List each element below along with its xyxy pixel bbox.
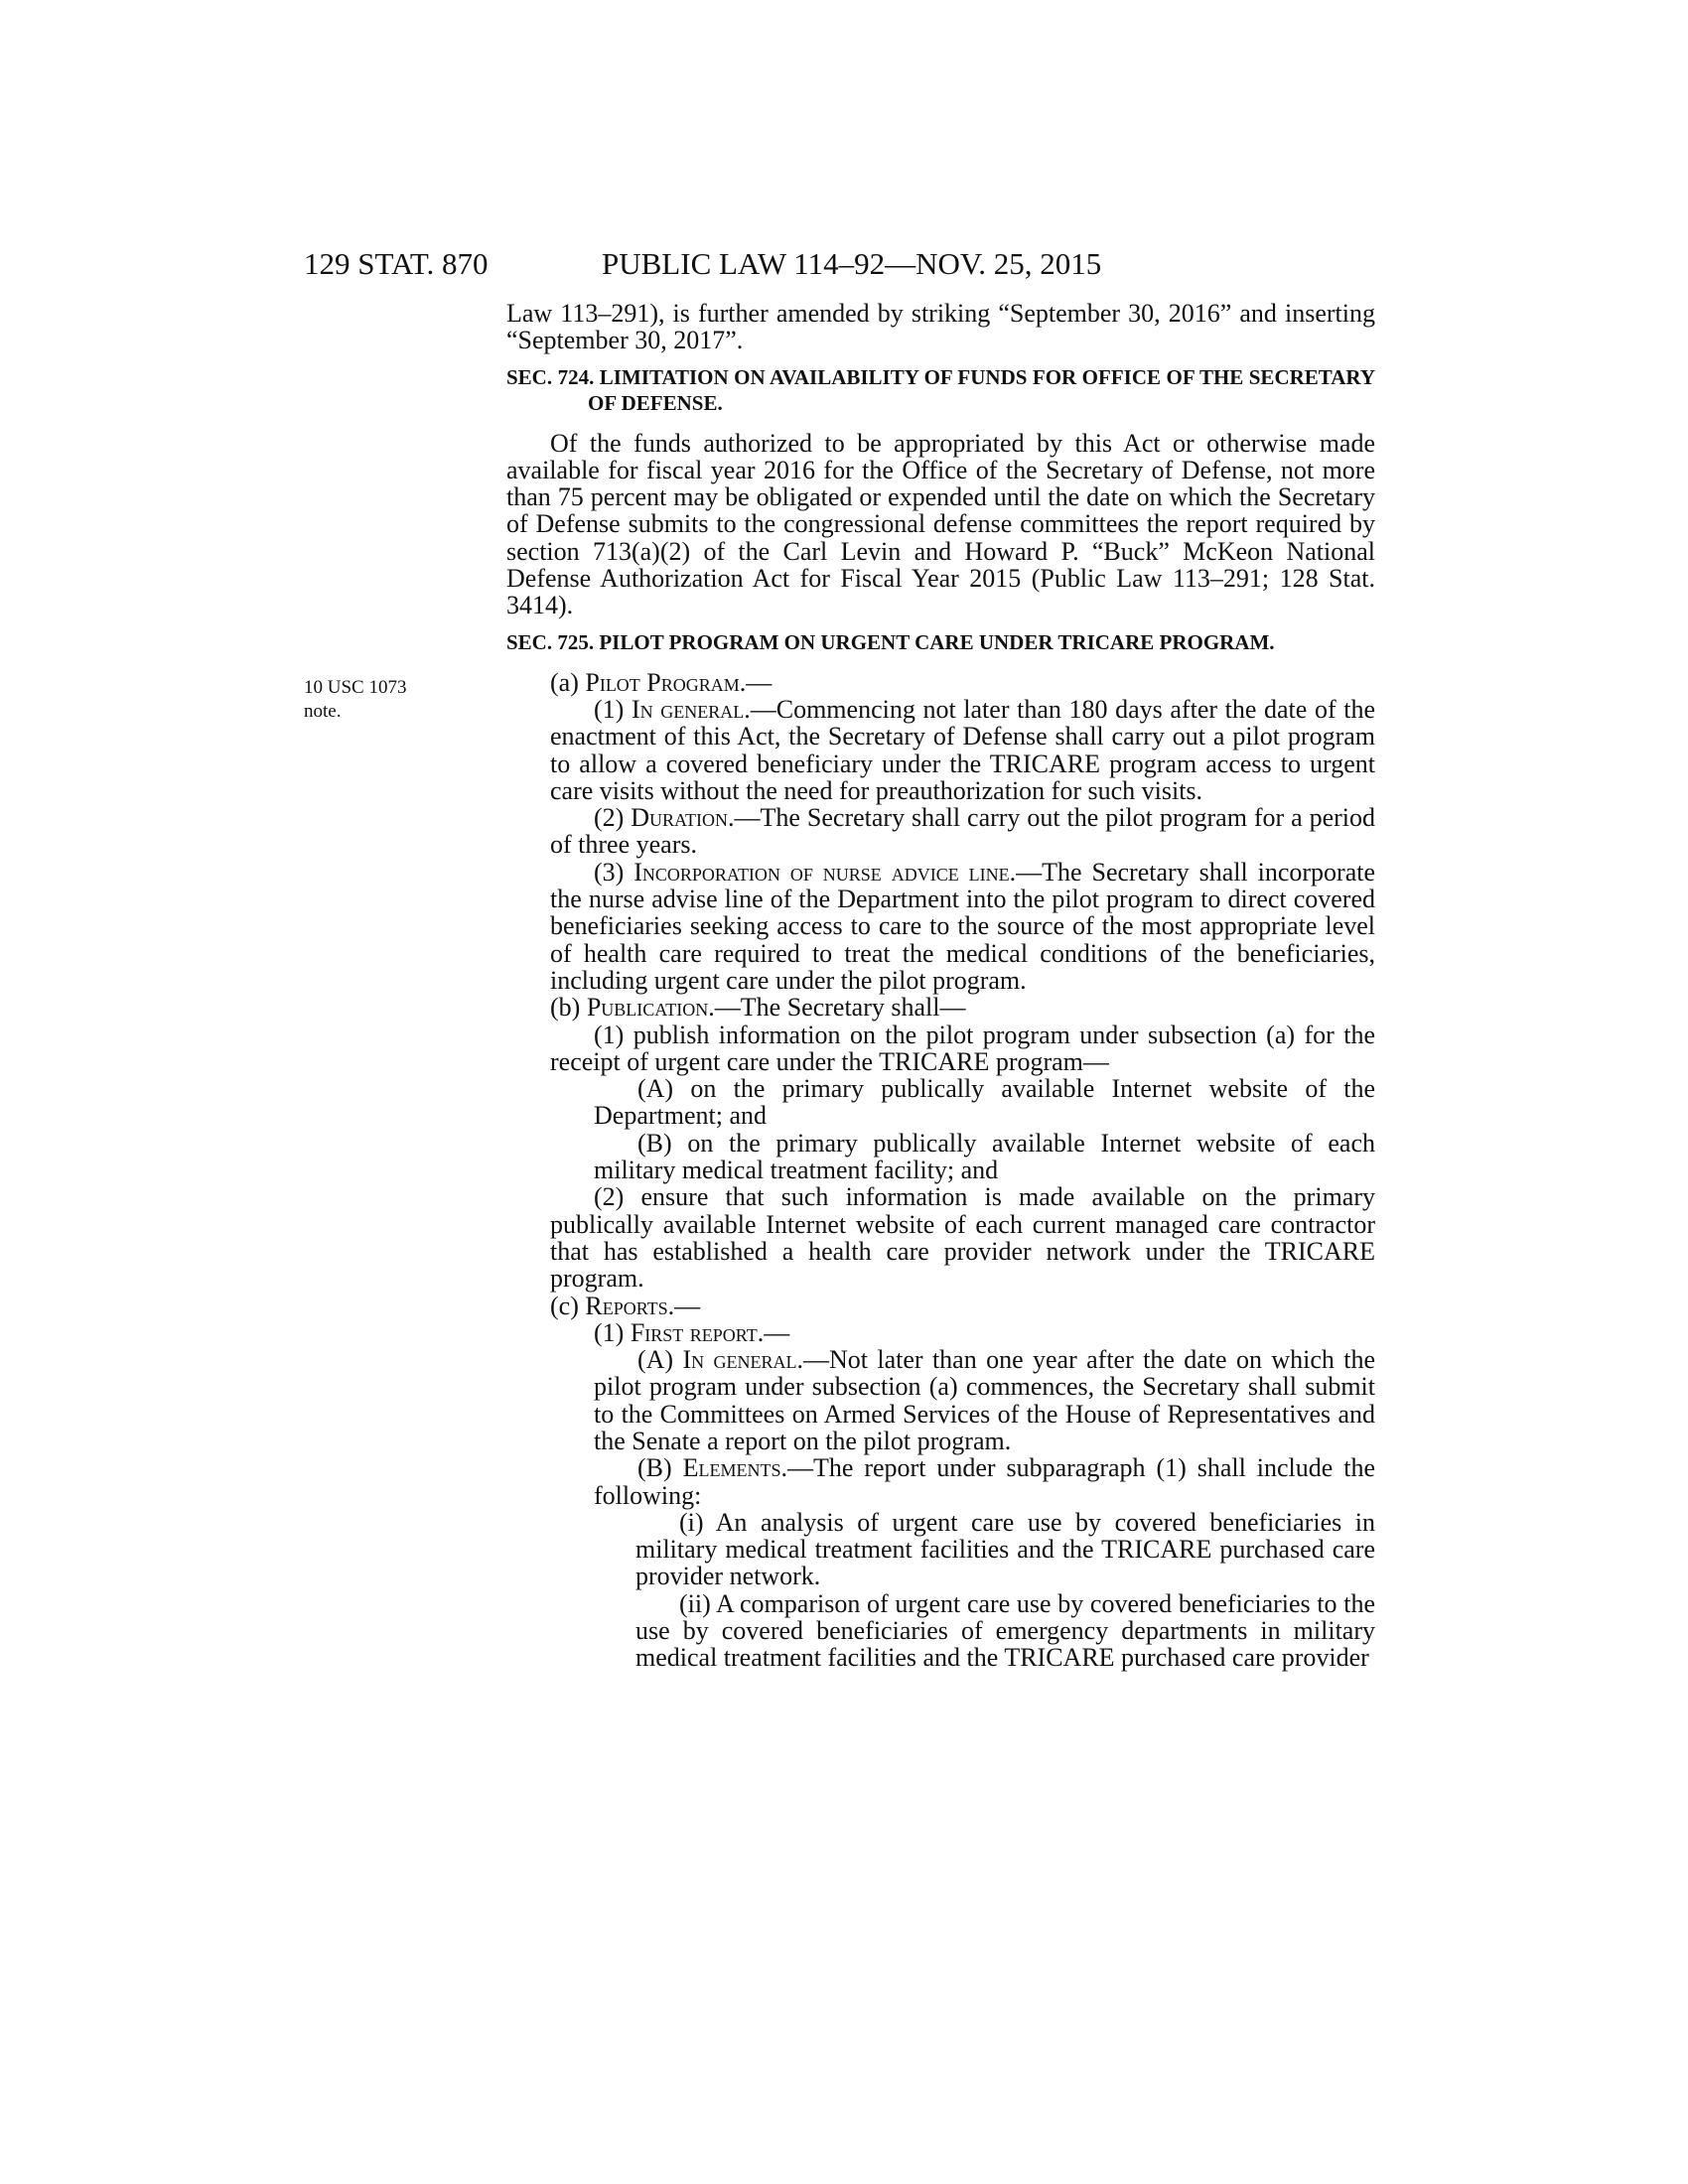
- margin-citation: [304, 676, 463, 724]
- subparagraph-c1A: (A) In general.—Not later than one year after the date on which the pilot program under subsection (a) commences, the Secretary shall submit to the Committees on Armed Services of the House of Representatives and the Senate a report on the pilot program.: [594, 1345, 1376, 1455]
- subsection-b-heading: (b) Publication.—The Secretary shall—: [550, 993, 966, 1023]
- paragraph-a3: (3) Incorporation of nurse advice line.—The Secretary shall incorporate the nurse advise line of the Department into the pilot program to direct covered beneficiaries seeking access to care to the source of the most appropriate level of health care required to treat the medical conditions of the beneficiaries, including urgent care under the pilot program.: [550, 857, 1375, 995]
- continuation-paragraph: Law 113–291), is further amended by striking “September 30, 2016” and inserting “September 30, 2017”.: [506, 299, 1375, 355]
- margin-citation-line2: note.: [304, 701, 342, 722]
- subparagraph-b1A: (A) on the primary publically available Internet website of the Department; and: [594, 1074, 1375, 1131]
- subparagraph-c1B: (B) Elements.—The report under subparagraph (1) shall include the following:: [594, 1453, 1375, 1510]
- section-724-heading: SEC. 724. LIMITATION ON AVAILABILITY OF FUNDS FOR OFFICE OF THE SECRETARY OF DEFENSE.: [506, 364, 1375, 415]
- clause-c1Bii: (ii) A comparison of urgent care use by covered beneficiaries to the use by covered beneficiaries of emergency departments in military medical treatment facilities and the TRICARE purchased care provider: [635, 1588, 1375, 1673]
- paragraph-a1: (1) In general.—Commencing not later than 180 days after the date of the enactment of this Act, the Secretary of Defense shall carry out a pilot program to allow a covered beneficiary under the TRICARE program access to urgent care visits without the need for preauthorization for such visits.: [550, 694, 1375, 805]
- section-725-heading: SEC. 725. PILOT PROGRAM ON URGENT CARE UNDER TRICARE PROGRAM.: [506, 629, 1275, 654]
- subsection-a-heading: (a) Pilot Program.—: [550, 667, 773, 697]
- page-header: [304, 246, 1376, 290]
- margin-citation-line1: 10 USC 1073: [304, 677, 407, 698]
- public-law-title: PUBLIC LAW 114–92—NOV. 25, 2015: [602, 246, 1102, 281]
- subparagraph-b1B: (B) on the primary publically available Internet website of each military medical treatment facility; and: [594, 1128, 1375, 1185]
- subsection-c-heading: (c) Reports.—: [550, 1291, 701, 1320]
- paragraph-c1-heading: (1) First report.—: [594, 1317, 790, 1347]
- statute-page-number: 129 STAT. 870: [304, 246, 489, 281]
- paragraph-b2: (2) ensure that such information is made available on the primary publically available Internet website of each current managed care contractor that has established a health care provider network under the TRICARE program.: [550, 1182, 1375, 1294]
- section-724-body: Of the funds authorized to be appropriated by this Act or otherwise made available for fiscal year 2016 for the Office of the Secretary of Defense, not more than 75 percent may be obligated or expended until the date on which the Secretary of Defense submits to the congressional defense committees the report required by section 713(a)(2) of the Carl Levin and Howard P. “Buck” McKeon National Defense Authorization Act for Fiscal Year 2015 (Public Law 113–291; 128 Stat. 3414).: [506, 428, 1375, 620]
- paragraph-b1: (1) publish information on the pilot program under subsection (a) for the receipt of urgent care under the TRICARE program—: [550, 1020, 1375, 1076]
- clause-c1Bi: (i) An analysis of urgent care use by covered beneficiaries in military medical treatment facilities and the TRICARE purchased care provider network.: [635, 1507, 1375, 1591]
- paragraph-a2: (2) Duration.—The Secretary shall carry out the pilot program for a period of three years.: [550, 803, 1375, 860]
- document-body: [506, 300, 1375, 1672]
